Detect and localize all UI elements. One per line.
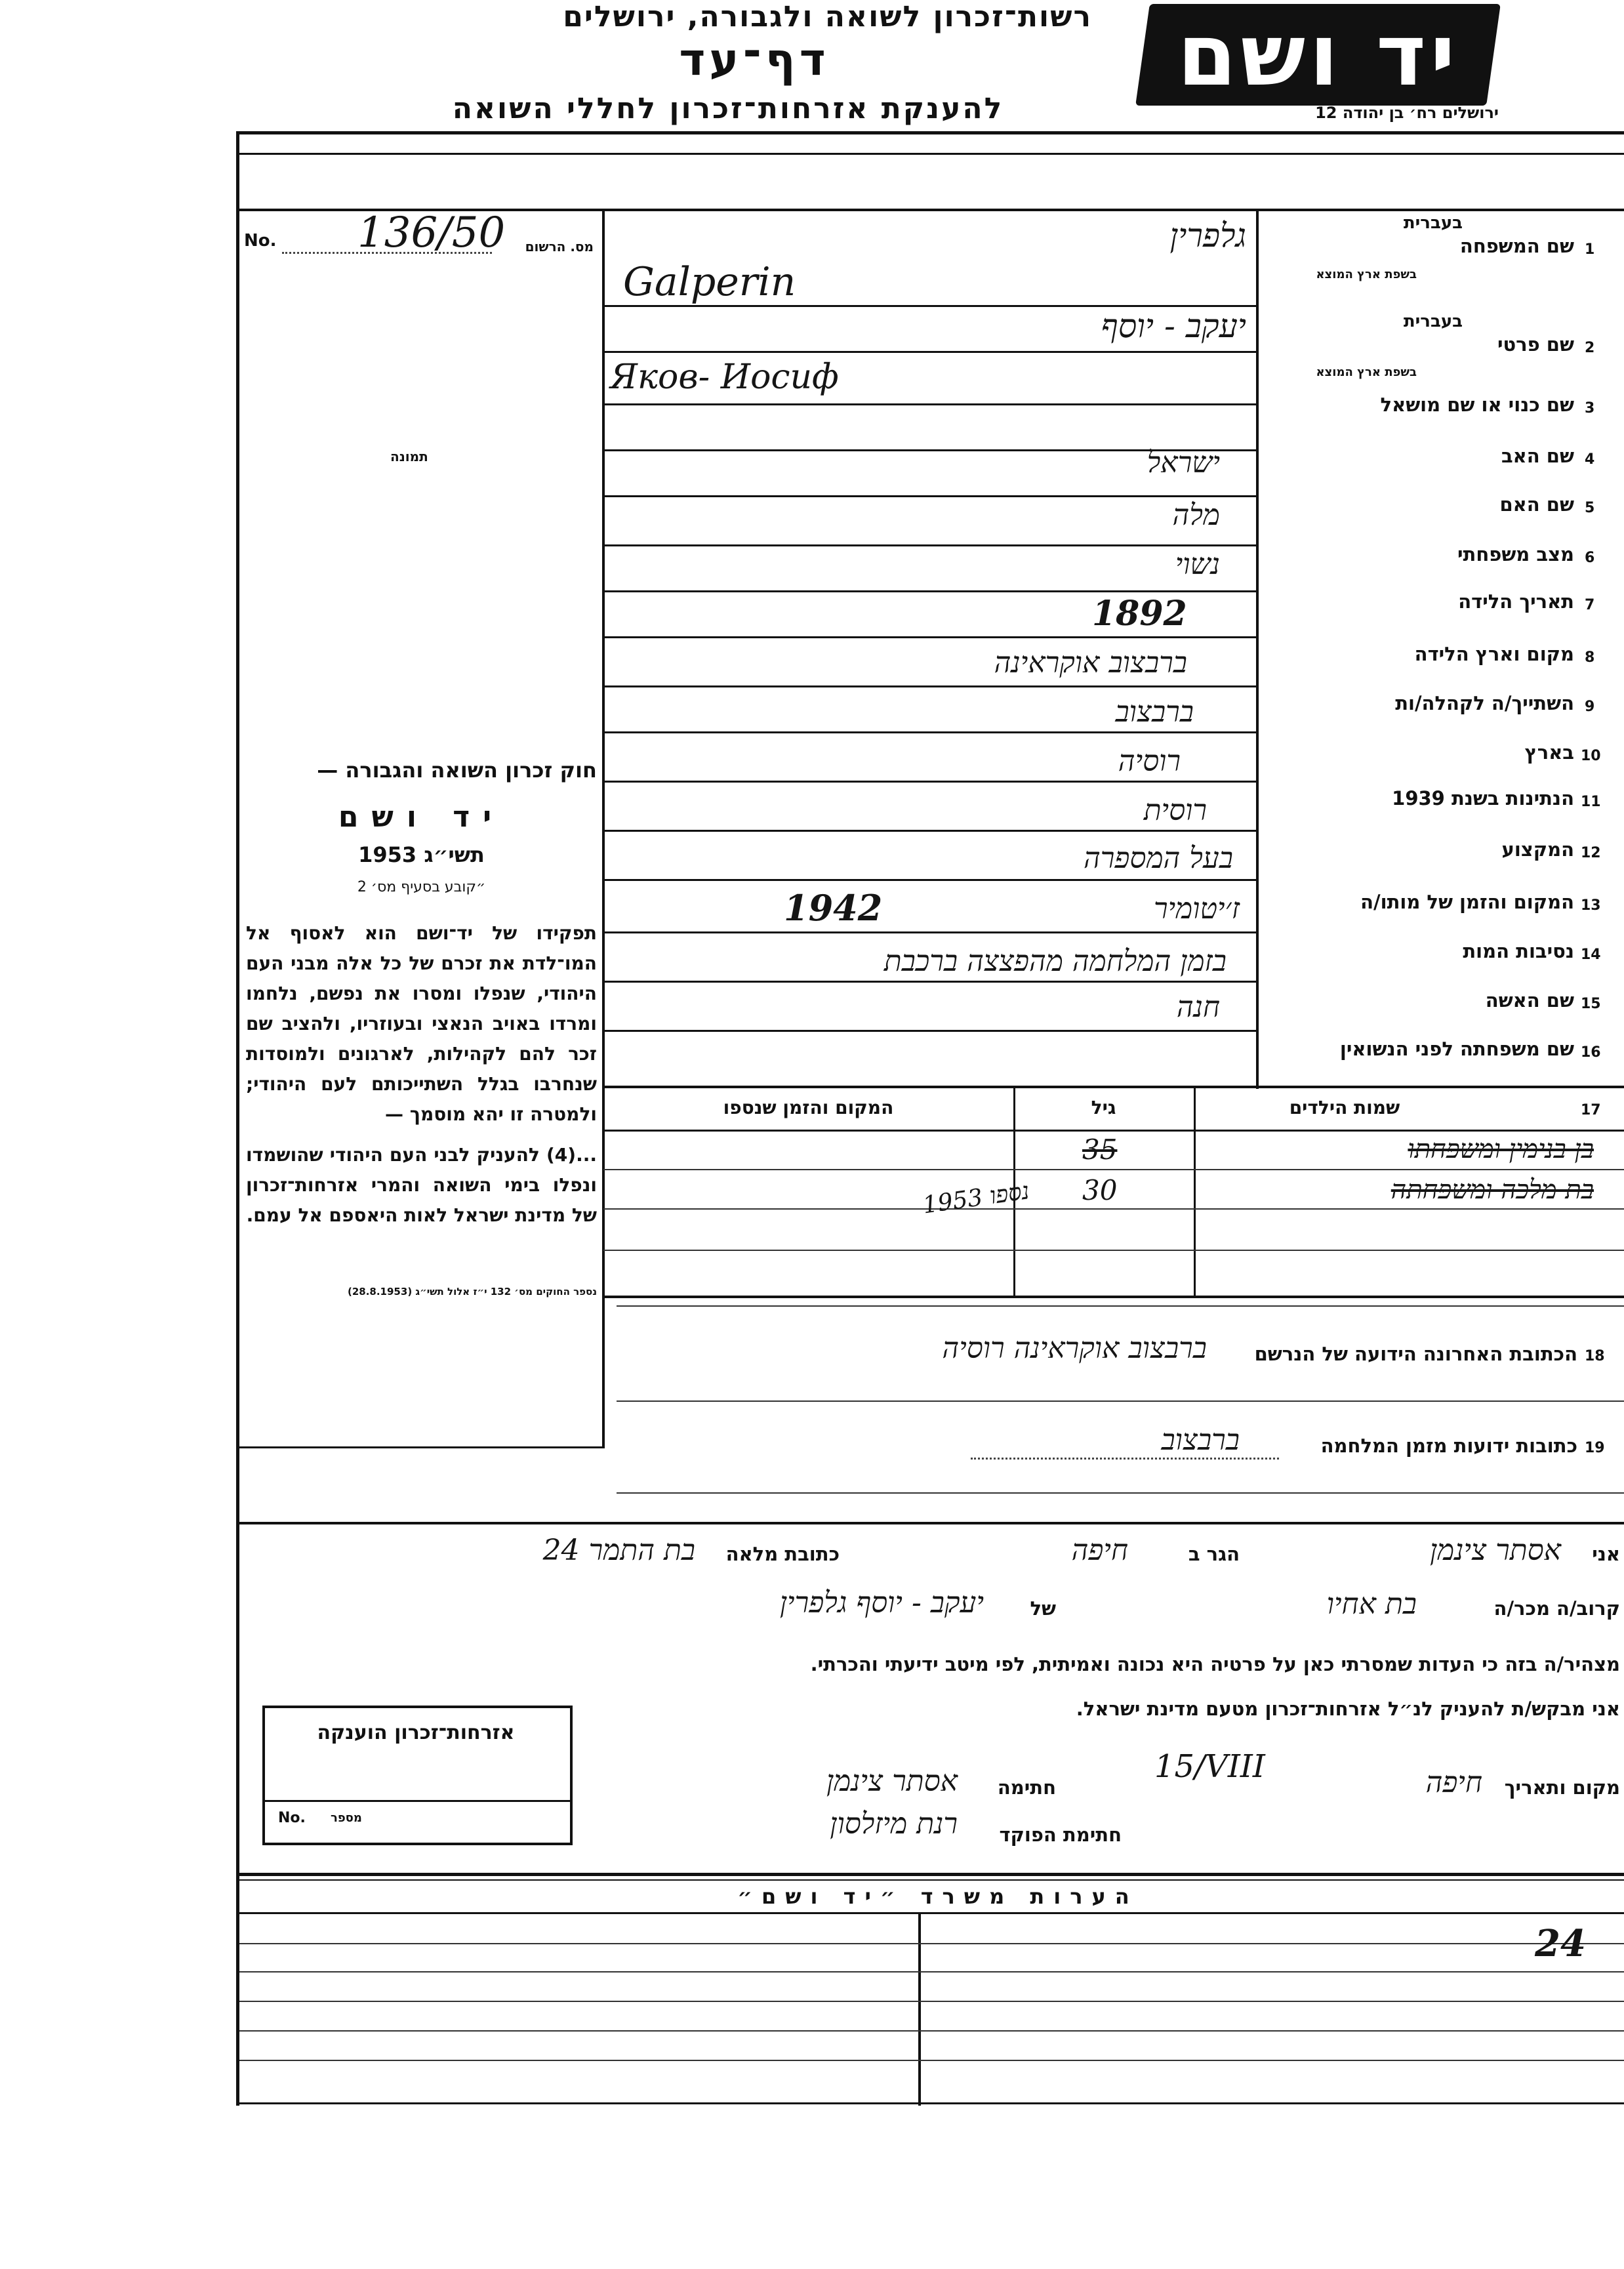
marital-status: נשוי xyxy=(1175,548,1220,581)
field-rule-14 xyxy=(603,931,1256,933)
office-rule-1 xyxy=(239,1943,1624,1944)
law-paragraph-1: תפקידו של יד־ושם הוא לאסוף אל המו־לדת את זכרם של כל אלה מבני העם היהודי, שנפלו ומסרו את נפשם, נלחמו ומרדו באויב הנאצי ובעוזריו, ולהציב שם זכר להם לקהילות, לארגונים ולמוסדות שנחרבו בגלל השתייכותם לעם היהודי; ולמטרה זו יהא מוסמך — xyxy=(246,922,597,1125)
wife-name: חנה xyxy=(1176,991,1220,1024)
law-footnote: נספר החוקים מס׳ 132 י״ז אלול תשי״ג (28.8.1953) xyxy=(347,1286,597,1298)
field-13-num: 13 xyxy=(1581,897,1601,914)
field-rule-5 xyxy=(603,495,1256,497)
citizenship-1939: רוסית xyxy=(1143,794,1207,827)
form-title: דף־עד xyxy=(679,34,830,86)
field-rule-2 xyxy=(603,351,1256,353)
labels-column-left xyxy=(1256,210,1259,1089)
field-rule-17 xyxy=(603,1086,1624,1088)
field-rule-12 xyxy=(603,830,1256,832)
photo-column-right xyxy=(602,210,605,1446)
field-rule-8 xyxy=(603,636,1256,638)
children-header-names: שמות הילדים xyxy=(1289,1097,1400,1118)
children-bottom-line xyxy=(603,1296,1624,1298)
law-name: יד ושם xyxy=(338,800,505,834)
address-rule-2 xyxy=(617,1492,1624,1494)
stamp-box-number-label: מספר xyxy=(331,1811,362,1825)
signature-label: חתימה xyxy=(997,1776,1056,1799)
child-2-place: נספו 1953 xyxy=(921,1177,1031,1219)
field-8-label: מקום וארץ הלידה xyxy=(1414,643,1574,665)
law-title: חוק זכרון השואה והגבורה — xyxy=(317,758,597,783)
declarant-city: חיפה xyxy=(1071,1534,1128,1567)
office-divider xyxy=(918,1912,921,2106)
field-rule-6 xyxy=(603,544,1256,546)
field-13-label: המקום והזמן של מותו/ה xyxy=(1360,891,1574,913)
citizenship-stamp-box xyxy=(262,1706,573,1845)
authority-line: רשות־זכרון לשואה ולגבורה, ירושלים xyxy=(563,0,1092,33)
office-bottom-line xyxy=(236,2102,1624,2104)
law-paragraph-2: ...(4) להעניק לבני העם היהודי שהושמדו ונפלו בימי השואה והמרי אזרחות־זכרון של מדינת ישראל לאות היאספם אל עמם. xyxy=(246,1144,597,1226)
field-rule-3 xyxy=(603,403,1256,405)
child-2-age: 30 xyxy=(1082,1174,1118,1206)
profession: בעל המספרה xyxy=(1083,842,1233,875)
field-5-num: 5 xyxy=(1585,500,1595,516)
declarant-relation: בת אחיו xyxy=(1326,1587,1417,1621)
children-row-line-2 xyxy=(603,1208,1624,1210)
child-2-name: בת מלכה ומשפחתה xyxy=(1391,1175,1594,1205)
birth-place: ברבצוב אוקראינה xyxy=(994,646,1187,680)
field-1-sublabel-2: בשפת ארץ המוצא xyxy=(1316,268,1417,281)
wartime-address-dots xyxy=(971,1458,1279,1460)
field-10-label: בארץ xyxy=(1524,741,1574,764)
surname-hebrew: גלפרין xyxy=(1169,216,1246,255)
office-notes-mark: 24 xyxy=(1535,1922,1586,1965)
field-3-label: שם כנוי או שם מושאל xyxy=(1380,394,1574,416)
full-address-value: בת התמר 24 xyxy=(542,1534,695,1567)
field-14-num: 14 xyxy=(1581,947,1601,963)
office-top-line-2 xyxy=(236,1879,1624,1881)
field-16-num: 16 xyxy=(1581,1044,1601,1061)
children-col-line-2 xyxy=(1194,1087,1196,1297)
stamp-box-title: אזרחות־זכרון הוענקה xyxy=(317,1721,515,1744)
field-15-label: שם האשה xyxy=(1485,989,1574,1012)
field-rule-7 xyxy=(603,590,1256,592)
officer-signature: רנת מיזלסון xyxy=(830,1807,958,1841)
surname-latin: Galperin xyxy=(623,259,796,305)
field-9-num: 9 xyxy=(1585,699,1595,715)
given-name-cyrillic: Яков- Иосиф xyxy=(610,358,839,397)
declarant-top-line xyxy=(236,1522,1624,1524)
record-no-label: No. xyxy=(244,231,277,251)
children-header-age: גיל xyxy=(1091,1097,1116,1118)
declarant-resides-label: הגר ב xyxy=(1188,1543,1240,1565)
mother-name: מלה xyxy=(1172,499,1220,532)
field-1-num: 1 xyxy=(1585,241,1595,258)
given-name-hebrew: יעקב - יוסף xyxy=(1101,307,1246,345)
community: ברבצוב xyxy=(1115,695,1194,729)
logo-text: יד ושם xyxy=(1177,5,1459,105)
law-year: תשי״ג 1953 xyxy=(358,842,485,867)
field-3-num: 3 xyxy=(1585,400,1595,417)
field-rule-9 xyxy=(603,685,1256,687)
children-header-line xyxy=(603,1130,1624,1132)
field-10-num: 10 xyxy=(1581,748,1601,764)
last-address-num: 18 xyxy=(1585,1348,1605,1364)
field-12-num: 12 xyxy=(1581,845,1601,861)
birth-date: 1892 xyxy=(1092,594,1187,634)
field-11-label: הנתינות בשנת 1939 xyxy=(1392,787,1574,809)
record-no-value: 136/50 xyxy=(357,209,506,257)
yad-vashem-logo xyxy=(1135,4,1501,106)
wartime-address-label: כתובות ידועות מזמן המלחמה xyxy=(1320,1435,1577,1457)
office-rule-3 xyxy=(239,2001,1624,2002)
children-num: 17 xyxy=(1581,1102,1601,1118)
frame-top-line xyxy=(236,131,1624,134)
field-2-sublabel: בעברית xyxy=(1403,312,1463,331)
country: רוסיה xyxy=(1118,745,1181,778)
father-name: ישראל xyxy=(1147,446,1220,480)
declarant-signature: אסתר צינמן xyxy=(826,1765,958,1798)
form-subtitle: להענקת אזרחות־זכרון לחללי השואה xyxy=(452,92,1004,125)
wartime-address-value: ברבצוב xyxy=(1161,1423,1240,1457)
office-top-line xyxy=(236,1873,1624,1876)
field-9-label: השתייך/ה לקהלה/ות xyxy=(1395,692,1574,714)
field-11-num: 11 xyxy=(1581,794,1601,810)
death-circumstances: בזמן המלחמה מהפצצה ברכבת xyxy=(883,945,1227,978)
declarant-i-label: אני xyxy=(1592,1543,1620,1565)
field-15-num: 15 xyxy=(1581,996,1601,1012)
children-sub-line xyxy=(617,1305,1624,1307)
relative-label: קרוב/ה מכר/ה xyxy=(1493,1597,1620,1620)
declaration-place: חיפה xyxy=(1425,1766,1482,1799)
field-1-sublabel: בעברית xyxy=(1403,213,1463,233)
office-rule-2 xyxy=(239,1971,1624,1973)
place-date-label: מקום ותאריך xyxy=(1504,1776,1620,1799)
field-7-label: תאריך הלידה xyxy=(1458,590,1574,613)
death-year: 1942 xyxy=(784,887,883,929)
child-1-name: בן בנימין ומשפחתו xyxy=(1408,1134,1594,1164)
field-6-num: 6 xyxy=(1585,550,1595,566)
field-4-label: שם האב xyxy=(1501,445,1574,467)
frame-top-line-2 xyxy=(236,153,1624,155)
record-no-hebrew-label: מס. הרשום xyxy=(525,239,594,255)
declarant-name: אסתר צינמן xyxy=(1429,1534,1561,1567)
field-4-num: 4 xyxy=(1585,451,1595,468)
child-1-age: 35 xyxy=(1082,1134,1118,1166)
field-1-label: שם המשפחה xyxy=(1459,235,1574,257)
request-text: אני מבקש/ת להעניק לנ״ל אזרחות־זכרון מטעם מדינת ישראל. xyxy=(1076,1698,1620,1720)
field-2-sublabel-2: בשפת ארץ המוצא xyxy=(1316,365,1417,379)
of-label: של xyxy=(1030,1597,1056,1620)
field-8-num: 8 xyxy=(1585,649,1595,666)
children-row-line-3 xyxy=(603,1250,1624,1251)
field-rule-11 xyxy=(603,781,1256,783)
photo-column-bottom xyxy=(236,1446,605,1448)
declaration-text: מצהיר/ה בזה כי העדות שמסרתי כאן על פרטיה היא נכונה ואמיתית, לפי מיטב ידיעתי והכרתי. xyxy=(810,1653,1620,1675)
last-address-value: ברבצוב אוקראינה רוסיה xyxy=(942,1332,1207,1365)
children-row-line-1 xyxy=(603,1169,1624,1170)
declaration-date: 15/VIII xyxy=(1154,1748,1265,1785)
field-7-num: 7 xyxy=(1585,597,1595,613)
death-place: ז׳יטומיר xyxy=(1153,892,1240,926)
office-rule-4 xyxy=(239,2030,1624,2032)
address-line: ירושלים רח׳ בן יהודה 12 xyxy=(1315,104,1499,122)
field-6-label: מצב משפחתי xyxy=(1457,543,1574,565)
stamp-box-inner-line xyxy=(265,1800,570,1802)
field-rule-13 xyxy=(603,879,1256,881)
officer-signature-label: חתימת הפוקד xyxy=(999,1824,1122,1846)
field-16-label: שם משפחתה לפני הנשואין xyxy=(1339,1038,1574,1060)
stamp-box-no-label: No. xyxy=(278,1810,306,1826)
law-clause-ref: ״קובע בסעיף מס׳ 2 xyxy=(357,879,486,895)
wartime-address-num: 19 xyxy=(1585,1440,1605,1456)
office-rule-5 xyxy=(239,2060,1624,2061)
field-rule-10 xyxy=(603,731,1256,733)
address-rule-1 xyxy=(617,1400,1624,1402)
field-12-label: המקצוע xyxy=(1501,838,1574,861)
office-title-line xyxy=(236,1912,1624,1914)
field-rule-16 xyxy=(603,1030,1256,1032)
office-notes-title: הערות משרד ״יד ושם״ xyxy=(737,1884,1139,1909)
field-14-label: נסיבות המות xyxy=(1463,940,1574,962)
of-name: יעקב - יוסף גלפרין xyxy=(779,1586,984,1620)
last-address-label: הכתובת האחרונה הידועה של הנרשם xyxy=(1254,1343,1577,1365)
photo-label: תמונה xyxy=(390,449,428,464)
field-2-num: 2 xyxy=(1585,340,1595,356)
frame-left xyxy=(236,131,239,2106)
field-rule-15 xyxy=(603,981,1256,983)
field-5-label: שם האם xyxy=(1499,493,1574,516)
full-address-label: כתובת מלאה xyxy=(725,1543,840,1565)
children-header-place: המקום והזמן שנספו xyxy=(723,1097,894,1118)
field-2-label: שם פרטי xyxy=(1497,333,1574,356)
